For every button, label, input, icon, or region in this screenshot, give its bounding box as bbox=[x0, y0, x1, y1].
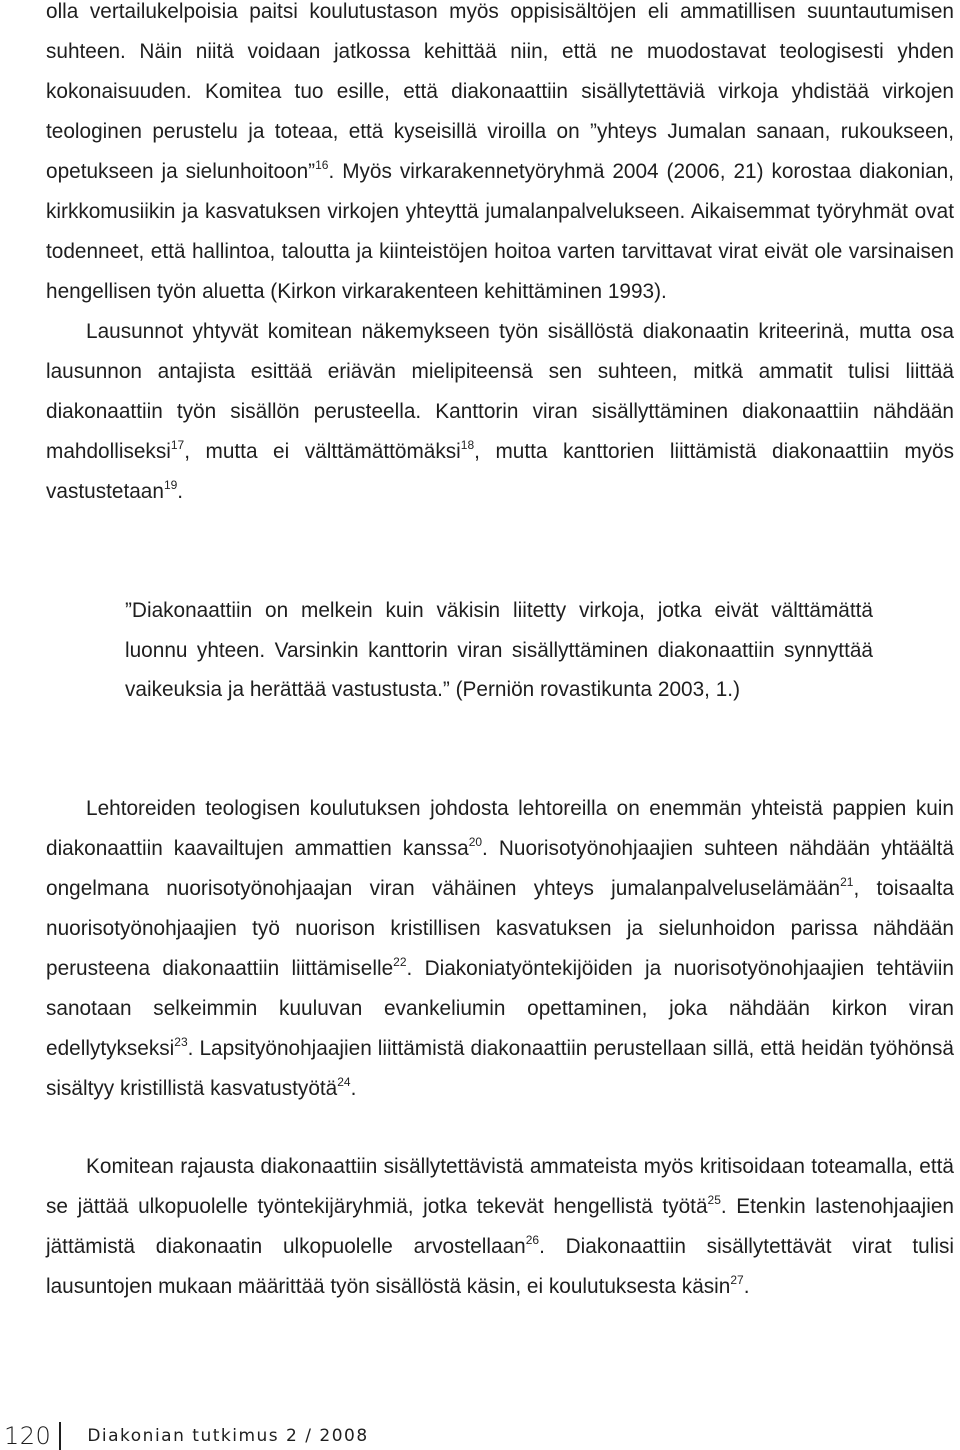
paragraph-2-text-a: Lausunnot yhtyvät komitean näkemykseen työn sisällöstä diakonaatin kriteerinä, mutta osa lausunnon antajista esittää eriävän mielipiteensä sen suhteen, mitkä ammatit tulisi liittää diakonaattiin työn sisällön perusteella. Kanttorin viran sisällyttäminen diakonaattiin nähdään mahdolliseksi bbox=[46, 320, 954, 463]
footer-divider bbox=[59, 1422, 61, 1450]
footnote-ref-24[interactable]: 24 bbox=[337, 1075, 351, 1089]
page-footer bbox=[4, 1422, 369, 1450]
footnote-ref-21[interactable]: 21 bbox=[840, 875, 854, 889]
footnote-ref-25[interactable]: 25 bbox=[707, 1193, 721, 1207]
paragraph-2-text-b: , mutta ei välttämättömäksi bbox=[184, 440, 461, 463]
paragraph-4 bbox=[46, 1147, 954, 1307]
paragraph-1 bbox=[46, 0, 954, 312]
footnote-ref-19[interactable]: 19 bbox=[163, 478, 178, 492]
paragraph-1-text-a: olla vertailukelpoisia paitsi koulutustason myös oppisisältöjen eli ammatillisen suuntautumisen suhteen. Näin niitä voidaan jatkossa kehittää niin, että ne muodostavat teologisesti yhden kokonaisuuden. Komitea tuo esille, että diakonaattiin sisällytettäviä virkoja yhdistää virkojen teologinen perustelu ja toteaa, että kyseisillä viroilla on ”yhteys Jumalan sanaan, rukoukseen, opetukseen ja sielunhoitoon” bbox=[46, 0, 954, 183]
paragraph-3-text-d: . Diakoniatyöntekijöiden ja nuorisotyönohjaajien tehtäviin sanotaan selkeimmin kuuluvan evankeliumin opettaminen, joka nähdään kirkon viran edellytykseksi bbox=[46, 957, 954, 1060]
paragraph-1-text-b: . Myös virkarakennetyöryhmä 2004 (2006, 21) korostaa diakonian, kirkkomusiikin ja kasvatuksen virkojen yhteyttä jumalanpalvelukseen. Aikaisemmat työryhmät ovat todenneet, että hallintoa, taloutta ja kiinteistöjen hoitoa varten tarvittavat virat eivät ole varsinaisen hengellisen työn aluetta (Kirkon virkarakenteen kehittäminen 1993). bbox=[46, 160, 954, 303]
page-number: 120 bbox=[4, 1422, 52, 1450]
footnote-ref-17[interactable]: 17 bbox=[170, 438, 185, 452]
paragraph-4-text-a: Komitean rajausta diakonaattiin sisällytettävistä ammateista myös kritisoidaan toteamalla, että se jättää ulkopuolelle työntekijäryhmiä, jotka tekevät hengellistä työtä bbox=[46, 1155, 954, 1218]
paragraph-2-text-c: , mutta kanttorien liittämistä diakonaattiin myös vastustetaan bbox=[46, 440, 955, 503]
footnote-ref-23[interactable]: 23 bbox=[174, 1035, 188, 1049]
paragraph-4-text-c: . Diakonaattiin sisällytettävät virat tulisi lausuntojen mukaan määrittää työn sisällöstä käsin, ei koulutuksesta käsin bbox=[46, 1235, 954, 1298]
footnote-ref-27[interactable]: 27 bbox=[730, 1273, 744, 1287]
footnote-ref-20[interactable]: 20 bbox=[468, 835, 483, 849]
paragraph-2-text-d: . bbox=[177, 480, 184, 503]
journal-title: Diakonian tutkimus 2 / 2008 bbox=[87, 1426, 369, 1446]
paragraph-4-text-b: . Etenkin lastenohjaajien jättämistä diakonaatin ulkopuolelle arvostellaan bbox=[46, 1195, 954, 1258]
paragraph-3-text-b: . Nuorisotyönohjaajien suhteen nähdään yhtäältä ongelmana nuorisotyönohjaajan viran vähäinen yhteys jumalanpalveluselämään bbox=[46, 837, 954, 900]
block-quote: ”Diakonaattiin on melkein kuin väkisin liitetty virkoja, jotka eivät välttämättä luonnu yhteen. Varsinkin kanttorin viran sisällyttäminen diakonaattiin synnyttää vaikeuksia ja herättää vastustusta.” (Perniön rovastikunta 2003, 1.) bbox=[125, 599, 873, 701]
paragraph-3-text-f: . bbox=[350, 1077, 357, 1100]
paragraph-3 bbox=[46, 789, 954, 1109]
paragraph-2 bbox=[46, 312, 954, 512]
footnote-ref-16[interactable]: 16 bbox=[315, 158, 329, 172]
paragraph-4-text-d: . bbox=[743, 1275, 750, 1298]
paragraph-3-text-a: Lehtoreiden teologisen koulutuksen johdosta lehtoreilla on enemmän yhteistä pappien kuin diakonaattiin kaavailtujen ammattien kanssa bbox=[46, 797, 954, 860]
paragraph-3-text-e: . Lapsityönohjaajien liittämistä diakonaattiin perustellaan sillä, että heidän työhönsä sisältyy kristillistä kasvatustyötä bbox=[46, 1037, 954, 1100]
footnote-ref-18[interactable]: 18 bbox=[460, 438, 475, 452]
footnote-ref-26[interactable]: 26 bbox=[525, 1233, 540, 1247]
paragraph-3-text-c: , toisaalta nuorisotyönohjaajien työ nuorison kristillisen kasvatuksen ja sielunhoidon parissa nähdään perusteena diakonaattiin liittämiselle bbox=[46, 877, 954, 980]
footnote-ref-22[interactable]: 22 bbox=[393, 955, 407, 969]
